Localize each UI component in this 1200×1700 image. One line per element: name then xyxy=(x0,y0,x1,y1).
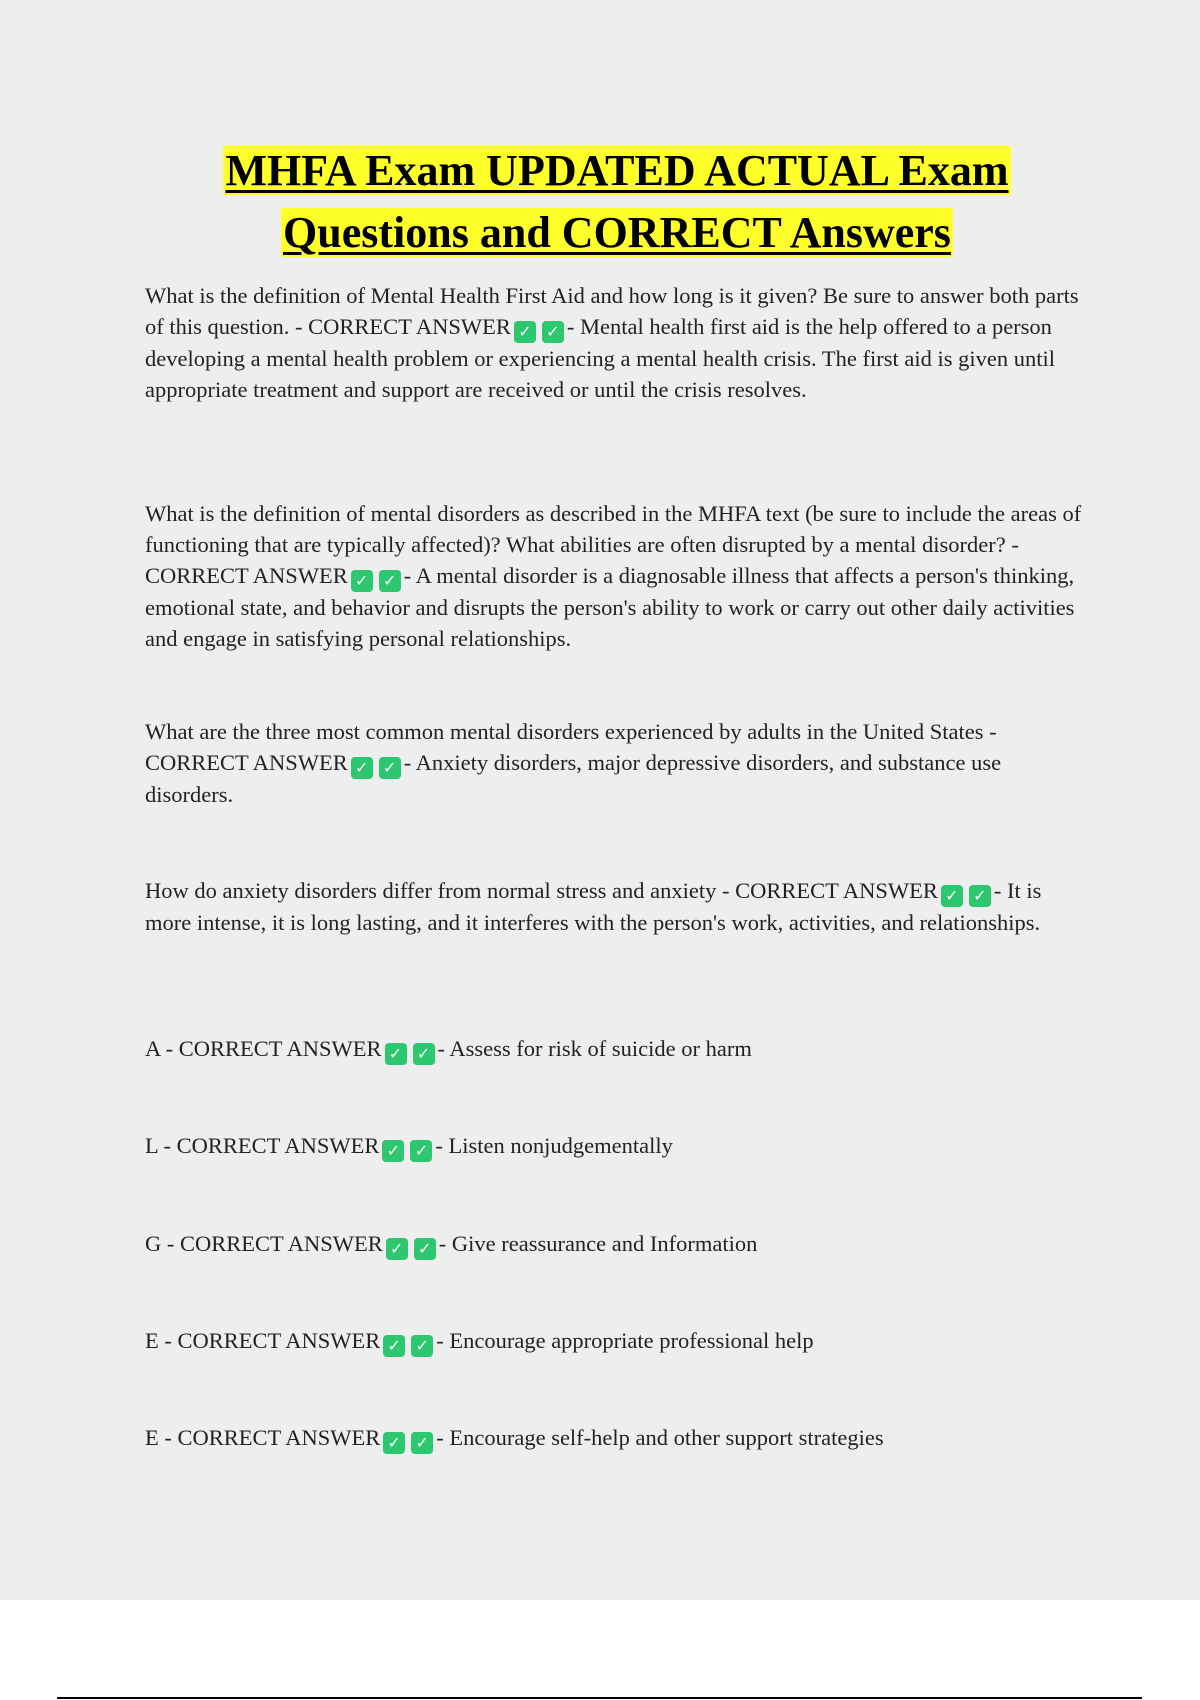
check-icon: ✓ xyxy=(386,1238,408,1260)
answer-text: - Listen nonjudgementally xyxy=(435,1133,673,1158)
check-icon: ✓ xyxy=(542,321,564,343)
answer-label: CORRECT ANSWER xyxy=(308,314,511,339)
answer-label: CORRECT ANSWER xyxy=(145,563,348,588)
qa-item-2 xyxy=(145,498,1090,654)
document-title xyxy=(100,140,1134,264)
question-text: L - xyxy=(145,1133,177,1158)
check-icon: ✓ xyxy=(351,757,373,779)
check-icon: ✓ xyxy=(411,1335,433,1357)
check-icon: ✓ xyxy=(382,1140,404,1162)
answer-label: CORRECT ANSWER xyxy=(176,1133,380,1158)
question-text: What is the definition of Mental Health First Aid and how long is it given? Be sure to answer both parts of this question. - xyxy=(145,283,1079,339)
qa-item-5 xyxy=(145,1033,1090,1065)
qa-item-7 xyxy=(145,1228,1090,1260)
answer-text: - Encourage self-help and other support strategies xyxy=(436,1425,884,1450)
question-text: G - xyxy=(145,1231,180,1256)
answer-text: - Assess for risk of suicide or harm xyxy=(437,1036,752,1061)
check-icon: ✓ xyxy=(385,1043,407,1065)
title-line-2: Questions and CORRECT Answers xyxy=(283,208,951,257)
check-icon: ✓ xyxy=(383,1432,405,1454)
check-icon: ✓ xyxy=(411,1432,433,1454)
answer-label: CORRECT ANSWER xyxy=(145,750,348,775)
check-icon: ✓ xyxy=(379,570,401,592)
answer-text: - Anxiety disorders, major depressive disorders, and substance use disorders. xyxy=(145,750,1002,807)
question-text: How do anxiety disorders differ from normal stress and anxiety - xyxy=(145,878,736,903)
check-icon: ✓ xyxy=(413,1043,435,1065)
qa-item-9 xyxy=(145,1422,1090,1454)
answer-label: CORRECT ANSWER xyxy=(735,878,938,903)
check-icon: ✓ xyxy=(351,570,373,592)
question-text: A - xyxy=(145,1036,179,1061)
answer-label: CORRECT ANSWER xyxy=(178,1036,382,1061)
qa-item-1 xyxy=(145,280,1090,405)
answer-label: CORRECT ANSWER xyxy=(180,1231,383,1256)
question-text: E - xyxy=(145,1328,178,1353)
qa-item-8 xyxy=(145,1325,1090,1357)
qa-item-4 xyxy=(145,875,1090,938)
answer-label: CORRECT ANSWER xyxy=(177,1328,381,1353)
question-text: What is the definition of mental disorders as described in the MHFA text (be sure to include the areas of functioning that are typically affected)? What abilities are often disrupted by a mental disorder? - xyxy=(145,501,1082,557)
answer-label: CORRECT ANSWER xyxy=(177,1425,381,1450)
answer-text: - A mental disorder is a diagnosable illness that affects a person's thinking, emotional state, and behavior and disrupts the person's ability to work or carry out other daily activities and engage in satisfying personal relationships. xyxy=(145,563,1075,651)
check-icon: ✓ xyxy=(379,757,401,779)
answer-text: - Encourage appropriate professional help xyxy=(436,1328,814,1353)
answer-text: - Mental health first aid is the help offered to a person developing a mental health problem or experiencing a mental health crisis. The first aid is given until appropriate treatment and support are received or until the crisis resolves. xyxy=(145,314,1055,402)
question-text: E - xyxy=(145,1425,178,1450)
answer-text: - It is more intense, it is long lasting, and it interferes with the person's work, activities, and relationships. xyxy=(145,878,1042,935)
check-icon: ✓ xyxy=(410,1140,432,1162)
check-icon: ✓ xyxy=(941,885,963,907)
check-icon: ✓ xyxy=(383,1335,405,1357)
check-icon: ✓ xyxy=(969,885,991,907)
answer-text: - Give reassurance and Information xyxy=(438,1231,758,1256)
check-icon: ✓ xyxy=(514,321,536,343)
page-divider-line xyxy=(57,1697,1142,1699)
qa-item-6 xyxy=(145,1130,1090,1162)
question-text: What are the three most common mental disorders experienced by adults in the United States - xyxy=(145,719,997,744)
qa-item-3 xyxy=(145,716,1090,810)
check-icon: ✓ xyxy=(414,1238,436,1260)
title-line-1: MHFA Exam UPDATED ACTUAL Exam xyxy=(225,146,1009,195)
